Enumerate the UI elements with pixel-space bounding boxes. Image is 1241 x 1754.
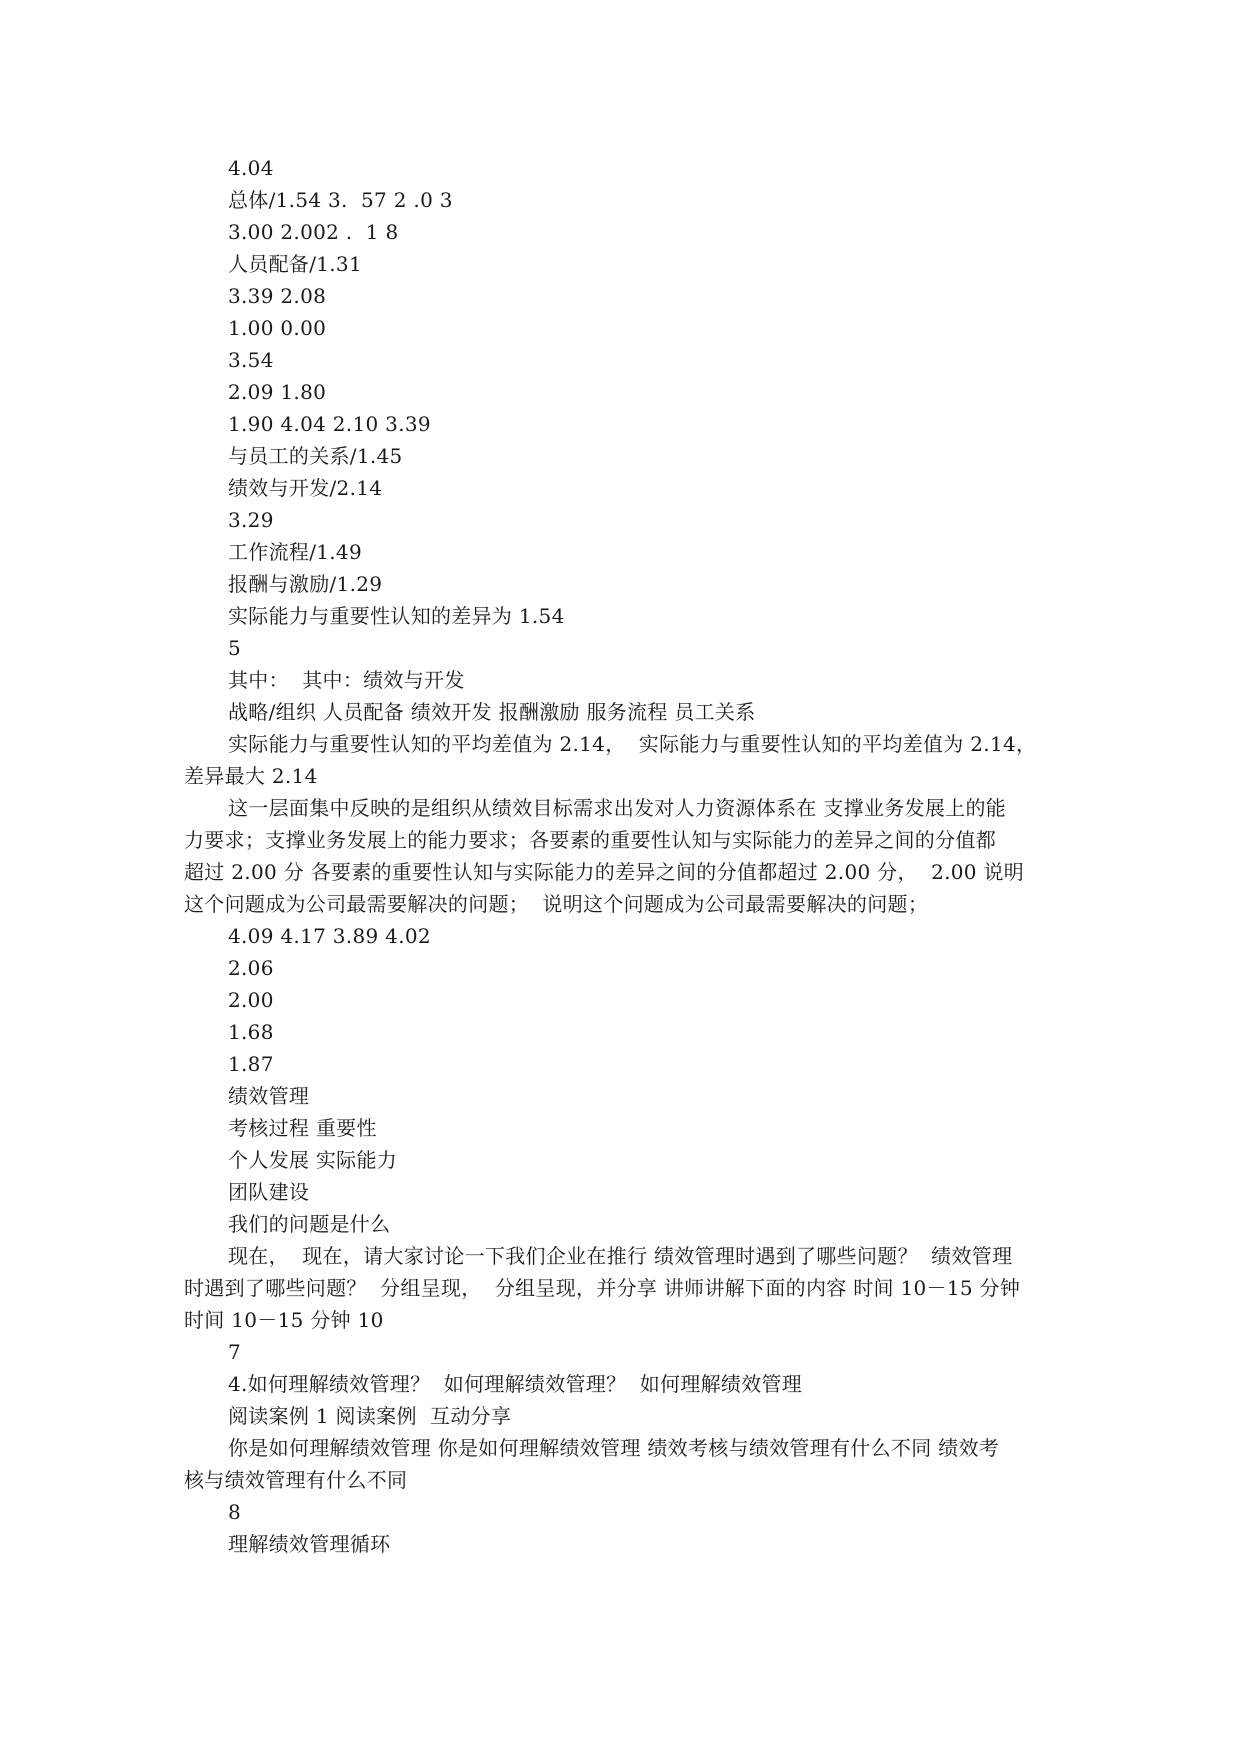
text-line: 时间 10－15 分钟 10 xyxy=(184,1308,384,1332)
text-line: 我们的问题是什么 xyxy=(228,1212,391,1236)
text-line: 1.87 xyxy=(228,1052,274,1076)
text-line: 人员配备/1.31 xyxy=(228,252,362,276)
text-line: 3.29 xyxy=(228,508,274,532)
text-line: 你是如何理解绩效管理 你是如何理解绩效管理 绩效考核与绩效管理有什么不同 绩效考 xyxy=(228,1436,1000,1460)
text-line: 团队建设 xyxy=(228,1180,310,1204)
text-line: 8 xyxy=(228,1500,242,1524)
text-line: 5 xyxy=(228,636,242,660)
text-line: 战略/组织 人员配备 绩效开发 报酬激励 服务流程 员工关系 xyxy=(228,700,756,724)
text-line: 4.如何理解绩效管理？ 如何理解绩效管理？ 如何理解绩效管理 xyxy=(228,1372,803,1396)
text-line: 1.90 4.04 2.10 3.39 xyxy=(228,412,431,436)
text-line: 核与绩效管理有什么不同 xyxy=(184,1468,408,1492)
text-line: 超过 2.00 分 各要素的重要性认知与实际能力的差异之间的分值都超过 2.00 分， 2.00 说明 xyxy=(184,860,1025,884)
text-line: 与员工的关系/1.45 xyxy=(228,444,403,468)
text-line: 绩效与开发/2.14 xyxy=(228,476,383,500)
text-line: 4.09 4.17 3.89 4.02 xyxy=(228,924,431,948)
text-line: 时遇到了哪些问题？ 分组呈现， 分组呈现，并分享 讲师讲解下面的内容 时间 10－15 分钟 xyxy=(184,1276,1021,1300)
text-line: 报酬与激励/1.29 xyxy=(228,572,383,596)
text-line: 3.39 2.08 xyxy=(228,284,327,308)
text-line: 这一层面集中反映的是组织从绩效目标需求出发对人力资源体系在 支撑业务发展上的能 xyxy=(228,796,1007,820)
text-line: 1.68 xyxy=(228,1020,274,1044)
text-line: 3.54 xyxy=(228,348,274,372)
text-line: 现在， 现在，请大家讨论一下我们企业在推行 绩效管理时遇到了哪些问题？ 绩效管理 xyxy=(228,1244,1013,1268)
text-line: 实际能力与重要性认知的差异为 1.54 xyxy=(228,604,565,628)
text-line: 其中： 其中：绩效与开发 xyxy=(228,668,465,692)
text-line: 个人发展 实际能力 xyxy=(228,1148,398,1172)
text-line: 1.00 0.00 xyxy=(228,316,327,340)
text-line: 阅读案例 1 阅读案例 互动分享 xyxy=(228,1404,512,1428)
text-line: 工作流程/1.49 xyxy=(228,540,362,564)
text-line: 理解绩效管理循环 xyxy=(228,1532,391,1556)
text-line: 这个问题成为公司最需要解决的问题； 说明这个问题成为公司最需要解决的问题； xyxy=(184,892,929,916)
text-line: 2.00 xyxy=(228,988,274,1012)
text-line: 3.00 2.002 . 1 8 xyxy=(228,220,399,244)
text-line: 绩效管理 xyxy=(228,1084,310,1108)
text-line: 总体/1.54 3. 57 2 .0 3 xyxy=(228,188,453,212)
text-line: 2.09 1.80 xyxy=(228,380,327,404)
text-line: 力要求；支撑业务发展上的能力要求；各要素的重要性认知与实际能力的差异之间的分值都 xyxy=(184,828,996,852)
text-line: 4.04 xyxy=(228,156,274,180)
text-line: 实际能力与重要性认知的平均差值为 2.14， 实际能力与重要性认知的平均差值为 2.14， xyxy=(228,732,1037,756)
text-line: 7 xyxy=(228,1340,242,1364)
text-line: 差异最大 2.14 xyxy=(184,764,318,788)
text-line: 考核过程 重要性 xyxy=(228,1116,377,1140)
text-line: 2.06 xyxy=(228,956,274,980)
